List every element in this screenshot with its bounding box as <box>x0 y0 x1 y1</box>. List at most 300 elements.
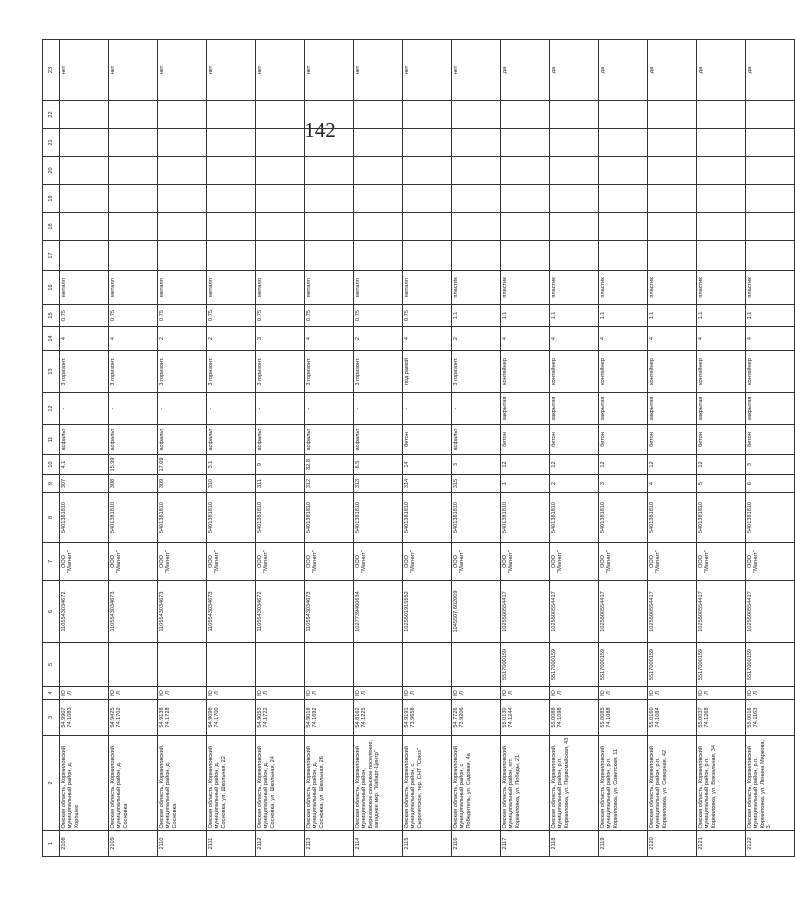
table-cell: да <box>550 40 599 101</box>
table-cell: 12 <box>599 455 648 475</box>
table-cell: под рамой <box>403 351 452 393</box>
table-cell: 4 <box>60 327 109 351</box>
table-cell: металл <box>256 271 305 305</box>
table-cell <box>256 101 305 129</box>
table-cell: пластик <box>550 271 599 305</box>
table-cell: 5401381810 <box>109 493 158 543</box>
table-cell <box>109 185 158 213</box>
table-cell: нет <box>158 40 207 101</box>
table-cell: нет <box>60 40 109 101</box>
table-cell <box>305 213 354 241</box>
table-cell: ЮЛ <box>207 687 256 700</box>
table-cell <box>60 101 109 129</box>
table-cell: 5517000159 <box>697 643 746 687</box>
table-cell <box>256 129 305 157</box>
table-cell: асфальт <box>207 425 256 455</box>
table-cell: 2122 <box>746 831 795 857</box>
table-cell <box>207 101 256 129</box>
table-cell <box>305 643 354 687</box>
table-cell <box>648 185 697 213</box>
table-cell: 1025500554417 <box>697 581 746 643</box>
table-cell: закрытая <box>599 393 648 425</box>
table-cell <box>403 213 452 241</box>
page-number: 142 <box>304 118 336 142</box>
table-cell <box>697 129 746 157</box>
table-cell: 2109 <box>109 831 158 857</box>
table-cell: ООО "Магнит" <box>158 543 207 581</box>
table-cell: 54.7726 73.9206 <box>452 700 501 736</box>
table-cell <box>158 213 207 241</box>
table-cell <box>60 643 109 687</box>
table-cell: ООО "Магнит" <box>501 543 550 581</box>
table-cell: 5517000159 <box>550 643 599 687</box>
table-cell: 1.1 <box>599 305 648 327</box>
table-row <box>207 40 256 857</box>
table-cell <box>256 241 305 271</box>
table-cell: 1105543034672 <box>256 581 305 643</box>
table-cell: 2 <box>452 327 501 351</box>
table-cell: Омская область, Кормиловский муниципальный район, д. Сосновка, ул. Школьная, 22 <box>207 736 256 831</box>
table-cell: 55.0088 74.1098 <box>550 700 599 736</box>
column-number: 11 <box>43 425 60 455</box>
column-number: 20 <box>43 157 60 185</box>
table-cell <box>403 129 452 157</box>
table-cell: ЮЛ <box>109 687 158 700</box>
table-cell: бетон <box>501 425 550 455</box>
table-cell: 1025501915552 <box>403 581 452 643</box>
table-cell: да <box>746 40 795 101</box>
table-row <box>256 40 305 857</box>
table-cell <box>207 129 256 157</box>
table-cell <box>746 213 795 241</box>
table-cell <box>109 213 158 241</box>
table-row <box>158 40 207 857</box>
table-cell: Омская область, Кормиловский муниципальный район, д. Сосновка, ул. Школьная, 24 <box>256 736 305 831</box>
table-cell: закрытая <box>746 393 795 425</box>
table-cell: 5 <box>697 475 746 493</box>
table-cell: 5401381810 <box>60 493 109 543</box>
table-cell: Омская область, Кормиловский муниципальный район, с. Сыропятское, тер. СНТ "Союз" <box>403 736 452 831</box>
table-cell <box>501 157 550 185</box>
table-cell: контейнер <box>501 351 550 393</box>
table-row <box>452 40 501 857</box>
table-cell <box>452 185 501 213</box>
table-cell: 1.1 <box>452 305 501 327</box>
table-cell <box>256 643 305 687</box>
table-cell: 5401381810 <box>403 493 452 543</box>
table-cell: 54.9098 74.1700 <box>207 700 256 736</box>
column-number: 6 <box>43 581 60 643</box>
table-cell: металл <box>305 271 354 305</box>
table-cell: - <box>256 393 305 425</box>
table-cell <box>501 129 550 157</box>
table-cell: ООО "Магнит" <box>354 543 403 581</box>
table-cell: 307 <box>60 475 109 493</box>
table-cell <box>746 157 795 185</box>
table-cell: 1.1 <box>501 305 550 327</box>
table-cell: 5401381810 <box>256 493 305 543</box>
table-cell: Омская область, Кормиловский муниципальный район, р.п. Кормиловка, ул. Советская, 11 <box>599 736 648 831</box>
table-cell: да <box>697 40 746 101</box>
table-cell: металл <box>354 271 403 305</box>
table-cell <box>403 241 452 271</box>
table-cell: 0.75 <box>403 305 452 327</box>
table-cell: 5401381810 <box>550 493 599 543</box>
table-cell <box>599 185 648 213</box>
table-cell <box>60 157 109 185</box>
table-cell: 1.1 <box>697 305 746 327</box>
table-cell: 55.0160 74.1084 <box>648 700 697 736</box>
table-cell: металл <box>207 271 256 305</box>
table-cell: Омская область, Кормиловский муниципальный район, Березовское сельское поселение, западнее мкр. "Кабарт-Центр" <box>354 736 403 831</box>
registry-table <box>42 39 795 857</box>
table-cell: 0.75 <box>109 305 158 327</box>
column-number: 4 <box>43 687 60 700</box>
table-cell <box>452 129 501 157</box>
column-number: 16 <box>43 271 60 305</box>
table-cell: 0.75 <box>256 305 305 327</box>
table-cell <box>60 241 109 271</box>
table-cell <box>452 101 501 129</box>
table-cell: 2113 <box>305 831 354 857</box>
table-cell <box>501 213 550 241</box>
table-cell <box>550 185 599 213</box>
table-cell: - <box>158 393 207 425</box>
table-cell: асфальт <box>60 425 109 455</box>
table-cell: контейнер <box>697 351 746 393</box>
table-cell: нет <box>207 40 256 101</box>
table-cell: ЮЛ <box>501 687 550 700</box>
table-cell <box>256 157 305 185</box>
table-cell: - <box>452 393 501 425</box>
column-number: 14 <box>43 327 60 351</box>
table-cell <box>403 185 452 213</box>
table-cell <box>158 241 207 271</box>
table-cell <box>305 185 354 213</box>
table-cell: 2112 <box>256 831 305 857</box>
table-cell: ООО "Магнит" <box>697 543 746 581</box>
table-cell: 2118 <box>550 831 599 857</box>
table-cell <box>403 643 452 687</box>
table-cell: 5517000159 <box>746 643 795 687</box>
table-cell: 1025500554417 <box>501 581 550 643</box>
table-cell: нет <box>305 40 354 101</box>
column-number: 21 <box>43 129 60 157</box>
table-cell: 55.0130 74.1244 <box>501 700 550 736</box>
table-cell: Омская область, Кормиловский муниципальный район, д. Хорошее <box>60 736 109 831</box>
table-cell: 1025500554417 <box>648 581 697 643</box>
table-cell <box>697 213 746 241</box>
column-number: 15 <box>43 305 60 327</box>
table-cell <box>207 157 256 185</box>
table-cell: - <box>60 393 109 425</box>
table-cell: ООО "Магнит" <box>403 543 452 581</box>
table-cell: 1027739460634 <box>354 581 403 643</box>
table-cell: 2108 <box>60 831 109 857</box>
table-row <box>305 40 354 857</box>
table-cell: 4 <box>648 327 697 351</box>
table-cell: закрытая <box>648 393 697 425</box>
table-cell <box>746 129 795 157</box>
table-cell: Омская область, Кормиловский муниципальный район, с. Победитель, ул. Садовая, 4а <box>452 736 501 831</box>
table-cell <box>550 157 599 185</box>
table-cell: 4 <box>403 327 452 351</box>
column-number: 10 <box>43 455 60 475</box>
table-cell: 1105543034673 <box>305 581 354 643</box>
table-cell <box>501 241 550 271</box>
table-cell <box>158 643 207 687</box>
table-cell: 312 <box>305 475 354 493</box>
column-number: 9 <box>43 475 60 493</box>
table-cell <box>746 185 795 213</box>
table-cell: ЮЛ <box>550 687 599 700</box>
table-cell: 3 <box>746 455 795 475</box>
table-cell <box>354 213 403 241</box>
table-cell: 5401381810 <box>746 493 795 543</box>
table-cell: ЮЛ <box>256 687 305 700</box>
table-row <box>550 40 599 857</box>
table-row <box>354 40 403 857</box>
table-cell: 1025500554417 <box>599 581 648 643</box>
table-cell: ООО "Магнит" <box>60 543 109 581</box>
table-cell: да <box>599 40 648 101</box>
table-cell <box>599 157 648 185</box>
table-row <box>599 40 648 857</box>
table-cell: 3 горизонт. <box>452 351 501 393</box>
table-cell: 12 <box>550 455 599 475</box>
table-cell <box>648 213 697 241</box>
table-row <box>60 40 109 857</box>
table-row <box>746 40 795 857</box>
table-cell: 4 <box>697 327 746 351</box>
table-cell: - <box>354 393 403 425</box>
table-cell: 3 <box>256 327 305 351</box>
table-cell: ООО "Магнит" <box>109 543 158 581</box>
table-cell: контейнер <box>746 351 795 393</box>
table-cell: асфальт <box>109 425 158 455</box>
table-cell: ЮЛ <box>305 687 354 700</box>
table-cell <box>648 241 697 271</box>
table-cell: Омская область, Кормиловский муниципальный район, д. Сосновка, ул. Школьная, 26 <box>305 736 354 831</box>
table-cell <box>109 101 158 129</box>
table-cell <box>746 101 795 129</box>
table-cell: 5401381810 <box>599 493 648 543</box>
table-cell <box>158 185 207 213</box>
column-number: 22 <box>43 101 60 129</box>
table-cell <box>648 157 697 185</box>
table-cell: пластик <box>648 271 697 305</box>
table-cell: 5401381810 <box>354 493 403 543</box>
table-cell: 5401381810 <box>452 493 501 543</box>
table-cell: асфальт <box>158 425 207 455</box>
table-cell: асфальт <box>256 425 305 455</box>
table-cell: закрытая <box>697 393 746 425</box>
table-cell <box>550 101 599 129</box>
table-cell: 1.1 <box>746 305 795 327</box>
table-cell <box>354 101 403 129</box>
table-cell <box>550 129 599 157</box>
table-cell: ООО "Магнит" <box>256 543 305 581</box>
table-cell: металл <box>60 271 109 305</box>
table-cell: 5401381810 <box>207 493 256 543</box>
table-cell <box>60 129 109 157</box>
table-cell: 4 <box>501 327 550 351</box>
table-cell: 6.5 <box>354 455 403 475</box>
table-cell: ООО "Магнит" <box>452 543 501 581</box>
column-number: 13 <box>43 351 60 393</box>
table-cell: 3 <box>452 455 501 475</box>
table-cell: 12 <box>697 455 746 475</box>
table-cell: 54.8162 74.1225 <box>354 700 403 736</box>
table-cell <box>354 157 403 185</box>
table-cell <box>109 129 158 157</box>
table-cell <box>452 213 501 241</box>
table-cell <box>158 129 207 157</box>
table-cell: 309 <box>158 475 207 493</box>
table-cell: Омская область, Кормиловский муниципальный район, пгт. Кормиловка, ул. Победы, 21 <box>501 736 550 831</box>
table-cell: 55.0085 74.1088 <box>599 700 648 736</box>
table-cell: бетон <box>550 425 599 455</box>
table-cell: бетон <box>403 425 452 455</box>
table-cell <box>403 101 452 129</box>
table-cell <box>305 129 354 157</box>
table-cell: 3 горизонт. <box>256 351 305 393</box>
table-cell: 5401381810 <box>305 493 354 543</box>
table-cell <box>697 157 746 185</box>
column-number-row <box>43 40 60 857</box>
table-cell <box>697 185 746 213</box>
table-cell <box>207 241 256 271</box>
table-cell: 54.9053 74.1722 <box>256 700 305 736</box>
table-cell: Омская область, Кормиловский муниципальный район, р.п. Кормиловка, ул. Вокзальная, 34 <box>697 736 746 831</box>
column-number: 3 <box>43 700 60 736</box>
table-cell <box>109 643 158 687</box>
table-cell <box>158 157 207 185</box>
table-cell <box>648 101 697 129</box>
table-cell: 2117 <box>501 831 550 857</box>
table-cell: 4 <box>550 327 599 351</box>
table-cell: бетон <box>599 425 648 455</box>
table-cell <box>599 129 648 157</box>
table-cell: 54.9138 74.1728 <box>158 700 207 736</box>
table-cell: ЮЛ <box>60 687 109 700</box>
table-cell: закрытая <box>550 393 599 425</box>
table-cell <box>207 643 256 687</box>
column-number: 7 <box>43 543 60 581</box>
table-cell: 2 <box>550 475 599 493</box>
table-cell: Омская область, Кормиловский муниципальный район, р.п. Кормиловка, ул. Первомайская, 43 <box>550 736 599 831</box>
table-cell: пластик <box>599 271 648 305</box>
table-cell: пластик <box>746 271 795 305</box>
table-cell: 14 <box>403 455 452 475</box>
table-cell: 2115 <box>403 831 452 857</box>
table-row <box>501 40 550 857</box>
table-cell: пластик <box>697 271 746 305</box>
table-cell <box>354 185 403 213</box>
table-cell: 4 <box>599 327 648 351</box>
table-cell: 2 <box>207 327 256 351</box>
table-cell: ООО "Магнит" <box>305 543 354 581</box>
column-number: 17 <box>43 241 60 271</box>
table-cell: 1105543034673 <box>109 581 158 643</box>
table-cell <box>60 213 109 241</box>
table-cell <box>256 213 305 241</box>
table-cell: ЮЛ <box>746 687 795 700</box>
table-cell: металл <box>109 271 158 305</box>
table-cell: 32.8 <box>305 455 354 475</box>
table-cell: 3 горизонт. <box>207 351 256 393</box>
table-cell: 0.75 <box>60 305 109 327</box>
column-number: 18 <box>43 213 60 241</box>
table-cell: ЮЛ <box>648 687 697 700</box>
table-cell: 315 <box>452 475 501 493</box>
table-cell: 3 горизонт. <box>354 351 403 393</box>
table-cell <box>746 241 795 271</box>
table-cell: 1105543034672 <box>60 581 109 643</box>
table-cell: 54.9425 74.1702 <box>109 700 158 736</box>
table-cell <box>109 241 158 271</box>
table-cell: 1105543034673 <box>158 581 207 643</box>
table-cell <box>501 101 550 129</box>
table-cell: 3 горизонт. <box>109 351 158 393</box>
table-cell <box>305 101 354 129</box>
table-cell: пластик <box>501 271 550 305</box>
table-cell: 4 <box>109 327 158 351</box>
table-cell <box>354 129 403 157</box>
table-cell: 5401381810 <box>697 493 746 543</box>
table-row <box>109 40 158 857</box>
column-number: 2 <box>43 736 60 831</box>
table-cell: 4 <box>305 327 354 351</box>
table-cell: 0.75 <box>305 305 354 327</box>
table-cell <box>599 101 648 129</box>
table-cell: 55.0037 74.1268 <box>697 700 746 736</box>
table-cell: контейнер <box>550 351 599 393</box>
table-cell: ЮЛ <box>599 687 648 700</box>
table-cell: закрытая <box>501 393 550 425</box>
table-cell: 4.1 <box>60 455 109 475</box>
table-cell: Омская область, Кормиловский муниципальный район, р.п. Кормиловка, ул. Северная, 42 <box>648 736 697 831</box>
table-cell <box>305 241 354 271</box>
table-cell: нет <box>256 40 305 101</box>
table-cell: 2120 <box>648 831 697 857</box>
table-cell: 2114 <box>354 831 403 857</box>
table-cell <box>648 129 697 157</box>
table-cell: 5401381810 <box>501 493 550 543</box>
table-cell: 314 <box>403 475 452 493</box>
table-cell: асфальт <box>452 425 501 455</box>
table-cell: нет <box>452 40 501 101</box>
table-cell: 2 <box>354 327 403 351</box>
table-cell <box>354 241 403 271</box>
table-cell <box>158 101 207 129</box>
table-cell: да <box>648 40 697 101</box>
table-cell <box>60 185 109 213</box>
table-cell <box>599 213 648 241</box>
table-cell <box>452 643 501 687</box>
table-cell <box>452 157 501 185</box>
table-cell: контейнер <box>648 351 697 393</box>
table-cell <box>550 213 599 241</box>
table-cell: бетон <box>746 425 795 455</box>
table-cell: 2119 <box>599 831 648 857</box>
table-cell: - <box>207 393 256 425</box>
table-cell <box>599 241 648 271</box>
table-cell: Омская область, Кормиловский муниципальный район, д. Сосновка <box>109 736 158 831</box>
table-cell: 4 <box>746 327 795 351</box>
table-cell: ООО "Магнит" <box>599 543 648 581</box>
table-cell <box>403 157 452 185</box>
